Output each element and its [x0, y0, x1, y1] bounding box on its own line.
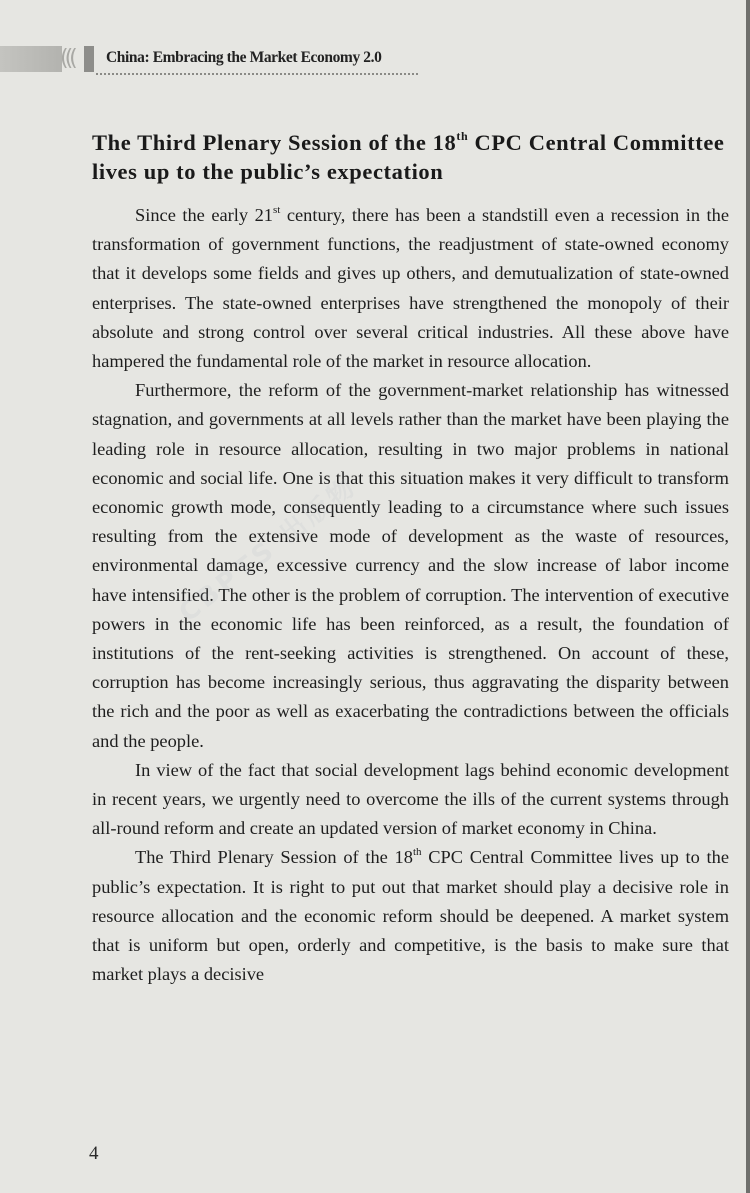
header-dotted-rule: [96, 73, 418, 75]
header-tab: [84, 46, 94, 72]
paragraph-3: In view of the fact that social development lags behind economic development in recent years, we urgently need to overcome the ills of the current systems through all-round reform and create an updated version of market economy in China.: [92, 759, 729, 839]
paragraph-2: Furthermore, the reform of the government-market relationship has witnessed stagnation, and governments at all levels rather than the market have been playing the leading role in resource allocation, resulting in two major problems in national economic and social life. One is that this situation makes it very difficult to transform economic growth mode, consequently leading to a circumstance where such issues resulting from the extensive mode of development as the waste of resources, environmental damage, excessive currency and the slow increase of labor income have intensified. The other is the problem of corruption. The intervention of executive powers in the economic life has been reinforced, as a result, the foundation of institutions of the rent-seeking activities is strengthened. On account of these, corruption has become increasingly serious, thus aggravating the disparity between the rich and the poor as well as exacerbating the contradictions between the officials and the people.: [92, 380, 729, 751]
header-bar: [0, 46, 62, 72]
book-title: China: Embracing the Market Economy 2.0: [106, 49, 382, 66]
heading-text-continued: CPC Central Committee lives up to the public’s expectation: [92, 130, 725, 184]
section-heading: [92, 128, 732, 186]
watermark: CBPTS 出版物: [173, 470, 364, 629]
paragraph-4: The Third Plenary Session of the 18th CPC Central Committee lives up to the public’s expectation. It is right to put out that market should play a decisive role in resource allocation and the economic reform should be deepened. A market system that is uniform but open, orderly and competitive, is the basis to make sure that market plays a decisive: [92, 846, 730, 985]
paragraph-1: Since the early 21st century, there has been a standstill even a recession in the transformation of government functions, the readjustment of state-owned economy that it develops some fields and gives up others, and demutualization of state-owned enterprises. The state-owned enterprises have strengthened the monopoly of their absolute and strong control over several critical industries. All these above have hampered the fundamental role of the market in resource allocation.: [92, 204, 730, 372]
body-text: [92, 201, 729, 989]
heading-superscript: th: [456, 129, 469, 143]
page-edge: [746, 0, 750, 1193]
header-chevron-icon: (((: [60, 46, 74, 71]
running-header: [0, 46, 420, 76]
heading-text: The Third Plenary Session of the 18: [92, 130, 457, 155]
page-number: 4: [89, 1143, 99, 1164]
